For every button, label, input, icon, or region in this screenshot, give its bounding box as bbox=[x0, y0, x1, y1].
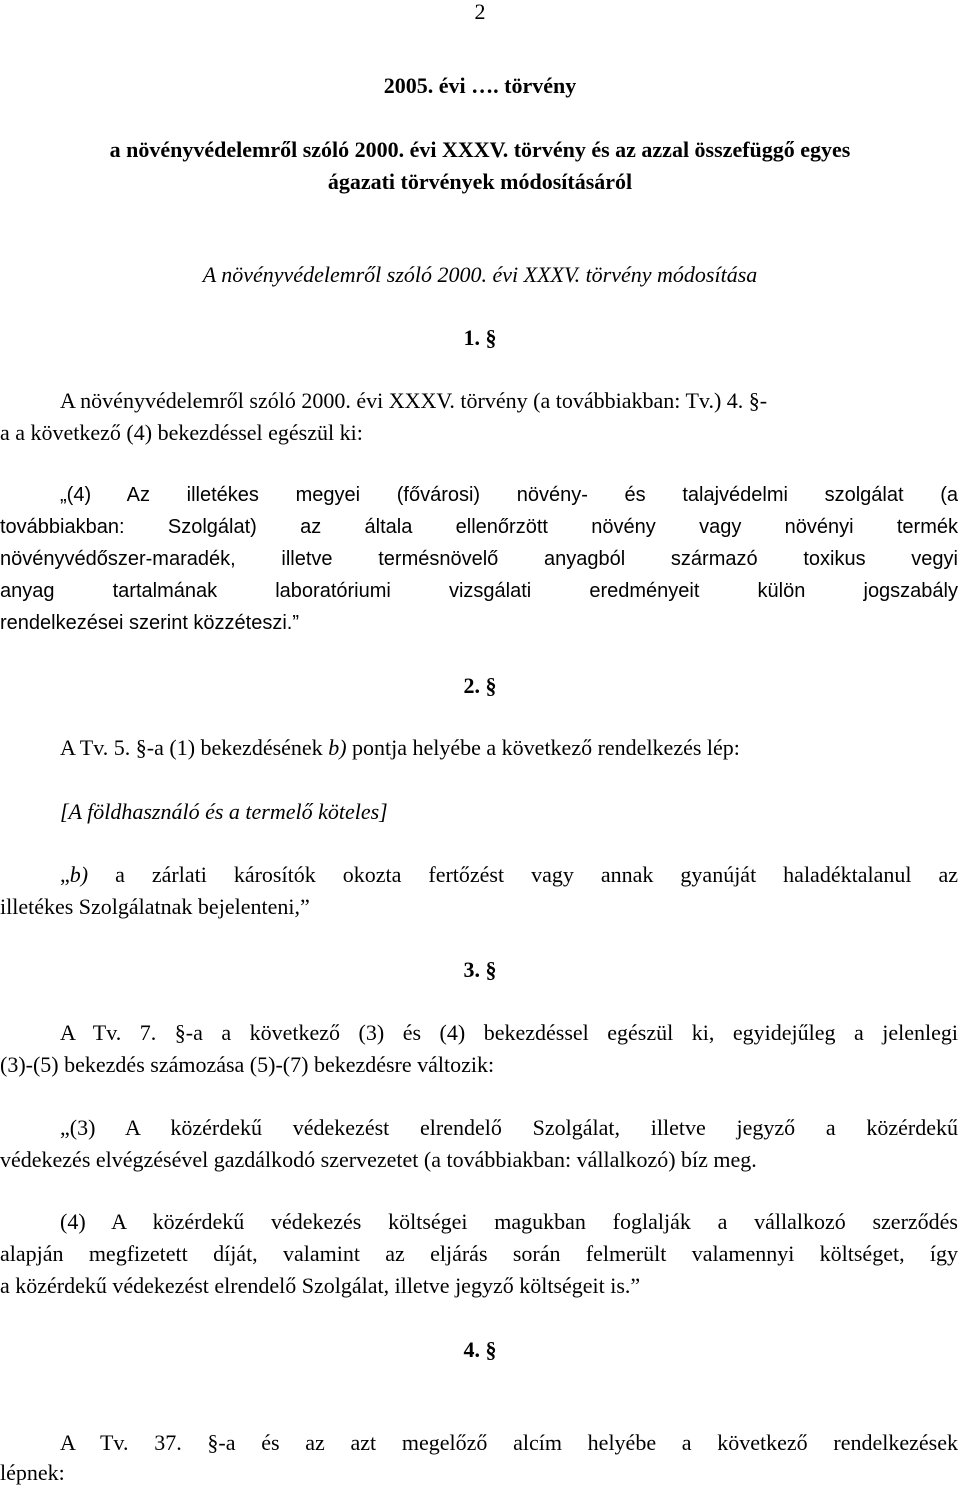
section-3-para3-line-1: „(3) A közérdekű védekezést elrendelő Szolgálat, illetve jegyző a közérdekű bbox=[60, 1115, 958, 1140]
section-3-para3-line-2: védekezés elvégzésével gazdálkodó szervezetet (a továbbiakban: vállalkozó) bíz meg. bbox=[0, 1147, 757, 1172]
title-line-3: ágazati törvények módosításáról bbox=[327, 169, 633, 194]
title-line-2: a növényvédelemről szóló 2000. évi XXXV. törvény és az azzal összefüggő egyes bbox=[109, 137, 851, 162]
section-4-intro-line-1: A Tv. 37. §-a és az azt megelőző alcím helyébe a következő rendelkezések bbox=[60, 1430, 958, 1455]
section-2-bracket: [A földhasználó és a termelő köteles] bbox=[60, 799, 388, 824]
section-2-intro bbox=[60, 732, 960, 764]
section-1-quote-line-4: anyag tartalmának laboratóriumi vizsgálati eredményeit külön jogszabály bbox=[0, 580, 958, 602]
section-2-quote-line-2: illetékes Szolgálatnak bejelenteni,” bbox=[0, 894, 310, 919]
page-number: 2 bbox=[474, 0, 486, 24]
section-1-intro-line-1: A növényvédelemről szóló 2000. évi XXXV. törvény (a továbbiakban: Tv.) 4. §- bbox=[60, 388, 768, 413]
section-2-quote-point: b) bbox=[69, 862, 89, 887]
section-1-intro-line-2: a a következő (4) bekezdéssel egészül ki: bbox=[0, 420, 363, 445]
section-2-quote-text: a zárlati károsítók okozta fertőzést vagy annak gyanúját haladéktalanul az bbox=[88, 862, 958, 887]
section-1-quote-line-1: „(4) Az illetékes megyei (fővárosi) növény- és talajvédelmi szolgálat (a bbox=[60, 484, 958, 506]
section-2-heading: 2. § bbox=[463, 673, 497, 698]
section-1-quote-line-5: rendelkezései szerint közzéteszi.” bbox=[0, 612, 300, 634]
section-3-intro-line-2: (3)-(5) bekezdés számozása (5)-(7) bekezdésre változik: bbox=[0, 1052, 495, 1077]
subtitle: A növényvédelemről szóló 2000. évi XXXV. törvény módosítása bbox=[202, 262, 758, 287]
section-3-para4-line-1: (4) A közérdekű védekezés költségei magukban foglalják a vállalkozó szerződés bbox=[60, 1209, 958, 1234]
section-2-intro-point: b) bbox=[328, 735, 347, 760]
section-3-heading: 3. § bbox=[463, 957, 497, 982]
section-4-intro-line-2: lépnek: bbox=[0, 1460, 65, 1485]
section-2-quote-line-1 bbox=[60, 859, 958, 891]
section-1-quote-line-2: továbbiakban: Szolgálat) az általa ellenőrzött növény vagy növényi termék bbox=[0, 516, 958, 538]
section-2-intro-text: A Tv. 5. §-a (1) bekezdésének bbox=[60, 735, 329, 760]
section-3-intro-line-1: A Tv. 7. §-a a következő (3) és (4) bekezdéssel egészül ki, egyidejűleg a jelenlegi bbox=[60, 1020, 958, 1045]
section-2-intro-rest: pontja helyébe a következő rendelkezés lép: bbox=[346, 735, 740, 760]
section-3-para4-line-2: alapján megfizetett díját, valamint az eljárás során felmerült valamennyi költséget, így bbox=[0, 1241, 958, 1266]
section-1-quote-line-3: növényvédőszer-maradék, illetve termésnövelő anyagból származó toxikus vegyi bbox=[0, 548, 958, 570]
title-line-1: 2005. évi …. törvény bbox=[383, 73, 577, 98]
section-3-para4-line-3: a közérdekű védekezést elrendelő Szolgálat, illetve jegyző költségeit is.” bbox=[0, 1273, 641, 1298]
section-1-heading: 1. § bbox=[463, 325, 497, 350]
section-4-heading: 4. § bbox=[463, 1337, 497, 1362]
quote-open-mark: „ bbox=[60, 862, 70, 887]
